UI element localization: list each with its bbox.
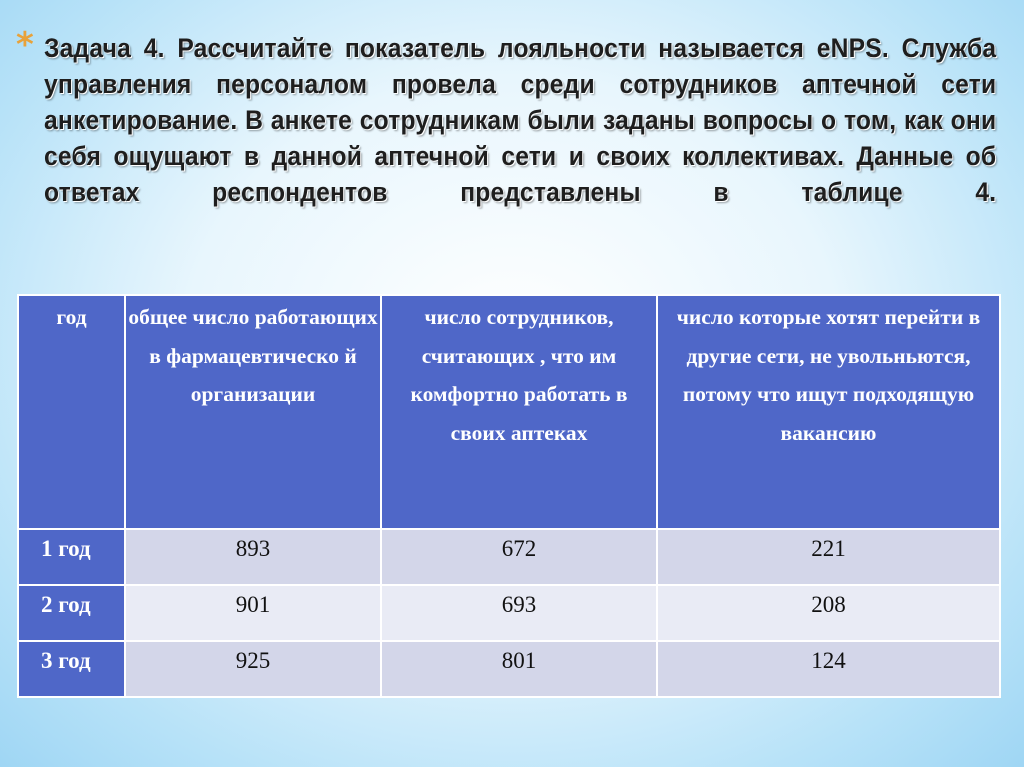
comfortable-cell: 801 <box>381 641 657 697</box>
total-cell: 893 <box>125 529 381 585</box>
table-row <box>18 585 1000 641</box>
header-total-employees: общее число работающих в фармацевтическо й организации <box>125 295 381 529</box>
comfortable-cell: 693 <box>381 585 657 641</box>
table-header-row <box>18 295 1000 529</box>
header-want-to-leave: число которые хотят перейти в другие сети, не увольньются, потому что ищут подходящую вакансию <box>657 295 1000 529</box>
year-cell: 2 год <box>18 585 125 641</box>
data-table-container <box>17 294 999 698</box>
table-row <box>18 529 1000 585</box>
bullet-marker: * <box>16 25 34 65</box>
respondents-table <box>17 294 1001 698</box>
total-cell: 901 <box>125 585 381 641</box>
want-leave-cell: 124 <box>657 641 1000 697</box>
comfortable-cell: 672 <box>381 529 657 585</box>
year-cell: 1 год <box>18 529 125 585</box>
want-leave-cell: 208 <box>657 585 1000 641</box>
table-row <box>18 641 1000 697</box>
header-comfortable-employees: число сотрудников, считающих , что им комфортно работать в своих аптеках <box>381 295 657 529</box>
total-cell: 925 <box>125 641 381 697</box>
header-year: год <box>18 295 125 529</box>
task-description: Задача 4. Рассчитайте показатель лояльности называется eNPS. Служба управления персоналом провела среди сотрудников аптечной сети анкетирование. В анкете сотрудникам были заданы вопросы о том, как они себя ощущают в данной аптечной сети и своих коллективах. Данные об ответах респондентов представлены в таблице 4. <box>44 33 997 207</box>
year-cell: 3 год <box>18 641 125 697</box>
want-leave-cell: 221 <box>657 529 1000 585</box>
